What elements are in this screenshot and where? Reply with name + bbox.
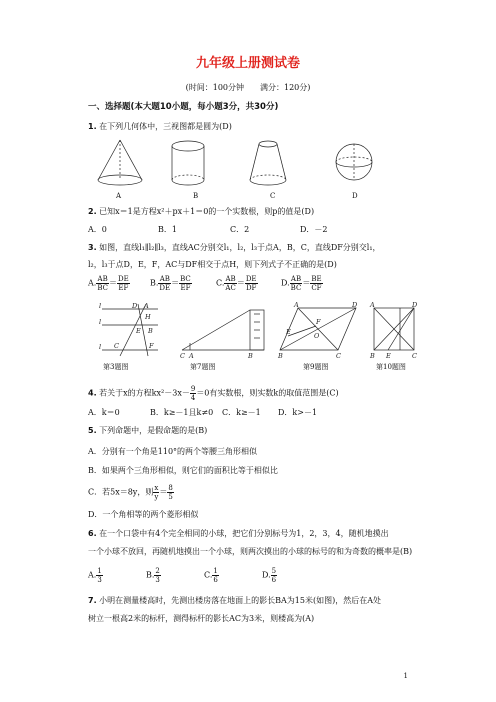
svg-text:l: l — [99, 318, 102, 326]
q3-option-d: D. $\frac{AB}{BC}$ ＝ $\frac{BE}{CF}$ — [281, 275, 322, 292]
svg-text:B: B — [278, 352, 283, 360]
svg-text:A: A — [370, 301, 375, 309]
q2-option-c: C．2 — [230, 225, 250, 234]
q5-option-d: D．一个角相等的两个菱形相似 — [88, 510, 199, 519]
svg-text:C: C — [412, 352, 417, 360]
svg-text:B: B — [370, 352, 375, 360]
q6-option-b: B. $\frac{2}{3}$ — [146, 567, 160, 584]
q5-option-c: C．若5x＝8y，则 $\frac{x}{y}$ ＝ $\frac{8}{5}$ — [88, 484, 173, 501]
question-number: 7. — [88, 596, 97, 605]
q2-option-d: D．－2 — [300, 225, 328, 234]
question-7-line2: 树立一根高2米的标杆，测得标杆的影长AC为3米，则楼高为(A) — [88, 614, 315, 623]
cylinder-shape — [172, 141, 204, 185]
caption-q10: 第10题图 — [376, 363, 406, 371]
question-6-line2: 一个小球不放回，再随机地摸出一个小球，则两次摸出的小球的标号的和为奇数的概率是(B) — [88, 547, 413, 556]
solid-label-b: B — [193, 192, 199, 200]
question-number: 4. — [88, 388, 97, 398]
question-number: 1. — [88, 122, 97, 131]
question-1 — [88, 122, 232, 132]
question-7: 7. 小明在测量楼高时，先测出楼房落在地面上的影长BA为15米(如图)，然后在A处 — [88, 596, 382, 605]
question-6: 6. 在一个口袋中有4个完全相同的小球，把它们分别标号为1，2，3，4，随机地摸出 — [88, 529, 389, 538]
svg-text:A: A — [189, 352, 194, 360]
svg-text:A: A — [144, 302, 149, 310]
svg-text:E: E — [136, 327, 141, 335]
svg-text:B: B — [248, 352, 253, 360]
svg-text:F: F — [316, 318, 321, 326]
question-text: 如图，直线l₁∥l₂∥l₃，直线AC分别交l₁，l₂，l₃于点A，B，C，直线DF分别交l₁， — [99, 243, 381, 252]
svg-text:A: A — [294, 301, 299, 309]
solid-label-d: D — [352, 192, 358, 200]
q1-solids-figure — [90, 136, 420, 198]
question-3 — [88, 243, 381, 253]
q3-option-c: C. $\frac{AB}{AC}$ ＝ $\frac{DE}{DF}$ — [216, 275, 257, 292]
sphere-shape — [336, 144, 372, 180]
caption-q7: 第7题图 — [190, 363, 216, 371]
q6-option-c: C. $\frac{1}{6}$ — [204, 567, 218, 584]
svg-text:l: l — [99, 302, 102, 310]
q5-option-a: A．分别有一个角是110°的两个等腰三角形相似 — [88, 447, 258, 456]
svg-text:H: H — [145, 313, 151, 321]
question-number: 6. — [88, 529, 97, 538]
svg-text:B: B — [148, 327, 153, 335]
svg-text:O: O — [314, 332, 320, 340]
question-4: 4. 若关于x的方程kx²－3x－ $\frac{9}{4}$ ＝0有实数根，则实数k的取值范围是(C) — [88, 385, 339, 402]
q6-option-a: A. $\frac{1}{3}$ — [88, 567, 102, 584]
section-heading: 一、选择题(本大题10小题，每小题3分，共30分) — [88, 102, 279, 112]
question-number: 2. — [88, 207, 97, 216]
q4-option-b: B．k≥－1且k≠0 — [150, 408, 214, 417]
svg-text:E: E — [386, 352, 391, 360]
q2-option-a: A．0 — [88, 225, 107, 234]
figure-q3 — [98, 304, 160, 360]
svg-text:F: F — [149, 342, 154, 350]
figure-q10 — [370, 302, 420, 360]
question-text: 在下列几何体中，三视图都是圆为(D) — [99, 122, 232, 131]
svg-text:D: D — [132, 302, 138, 310]
question-2 — [88, 207, 314, 217]
q6-option-d: D. $\frac{5}{6}$ — [262, 567, 277, 584]
exam-info: (时间：100分钟 满分：120分) — [185, 83, 311, 92]
question-5: 5. 下列命题中，是假命题的是(B) — [88, 426, 208, 435]
cone-shape — [98, 140, 142, 185]
svg-text:C: C — [114, 342, 119, 350]
svg-text:D: D — [352, 301, 358, 309]
question-number: 5. — [88, 426, 97, 435]
q4-option-d: D．k>－1 — [278, 408, 318, 417]
q3-option-a: A. $\frac{AB}{BC}$ ＝ $\frac{DE}{EF}$ — [88, 275, 129, 292]
caption-q3: 第3题图 — [103, 363, 129, 371]
q4-option-a: A．k＝0 — [88, 408, 120, 417]
q4-option-c: C．k≥－1 — [222, 408, 261, 417]
question-number: 3. — [88, 243, 97, 252]
svg-text:C: C — [180, 352, 185, 360]
caption-q9: 第9题图 — [303, 363, 329, 371]
figure-q9 — [278, 302, 360, 360]
q3-option-b: B. $\frac{AB}{DE}$ ＝ $\frac{BC}{EF}$ — [150, 275, 191, 292]
svg-text:E: E — [286, 328, 291, 336]
q5-option-b: B．如果两个三角形相似，则它们的面积比等于相似比 — [88, 466, 278, 475]
page-title: 九年级上册测试卷 — [195, 56, 300, 71]
svg-text:D: D — [412, 301, 418, 309]
question-3-line2: l₂，l₃于点D，E，F，AC与DF相交于点H，则下列式子不正确的是(D) — [88, 260, 337, 269]
question-text: 已知x＝1是方程x²＋px＋1＝0的一个实数根，则p的值是(D) — [99, 207, 315, 216]
page-number: 1 — [403, 672, 408, 680]
solid-label-a: A — [116, 192, 122, 200]
figure-q7 — [178, 302, 266, 360]
frustum-shape — [250, 141, 286, 185]
svg-text:C: C — [336, 352, 341, 360]
svg-text:l: l — [99, 343, 102, 351]
solid-label-c: C — [270, 192, 276, 200]
q2-option-b: B．1 — [158, 225, 177, 234]
